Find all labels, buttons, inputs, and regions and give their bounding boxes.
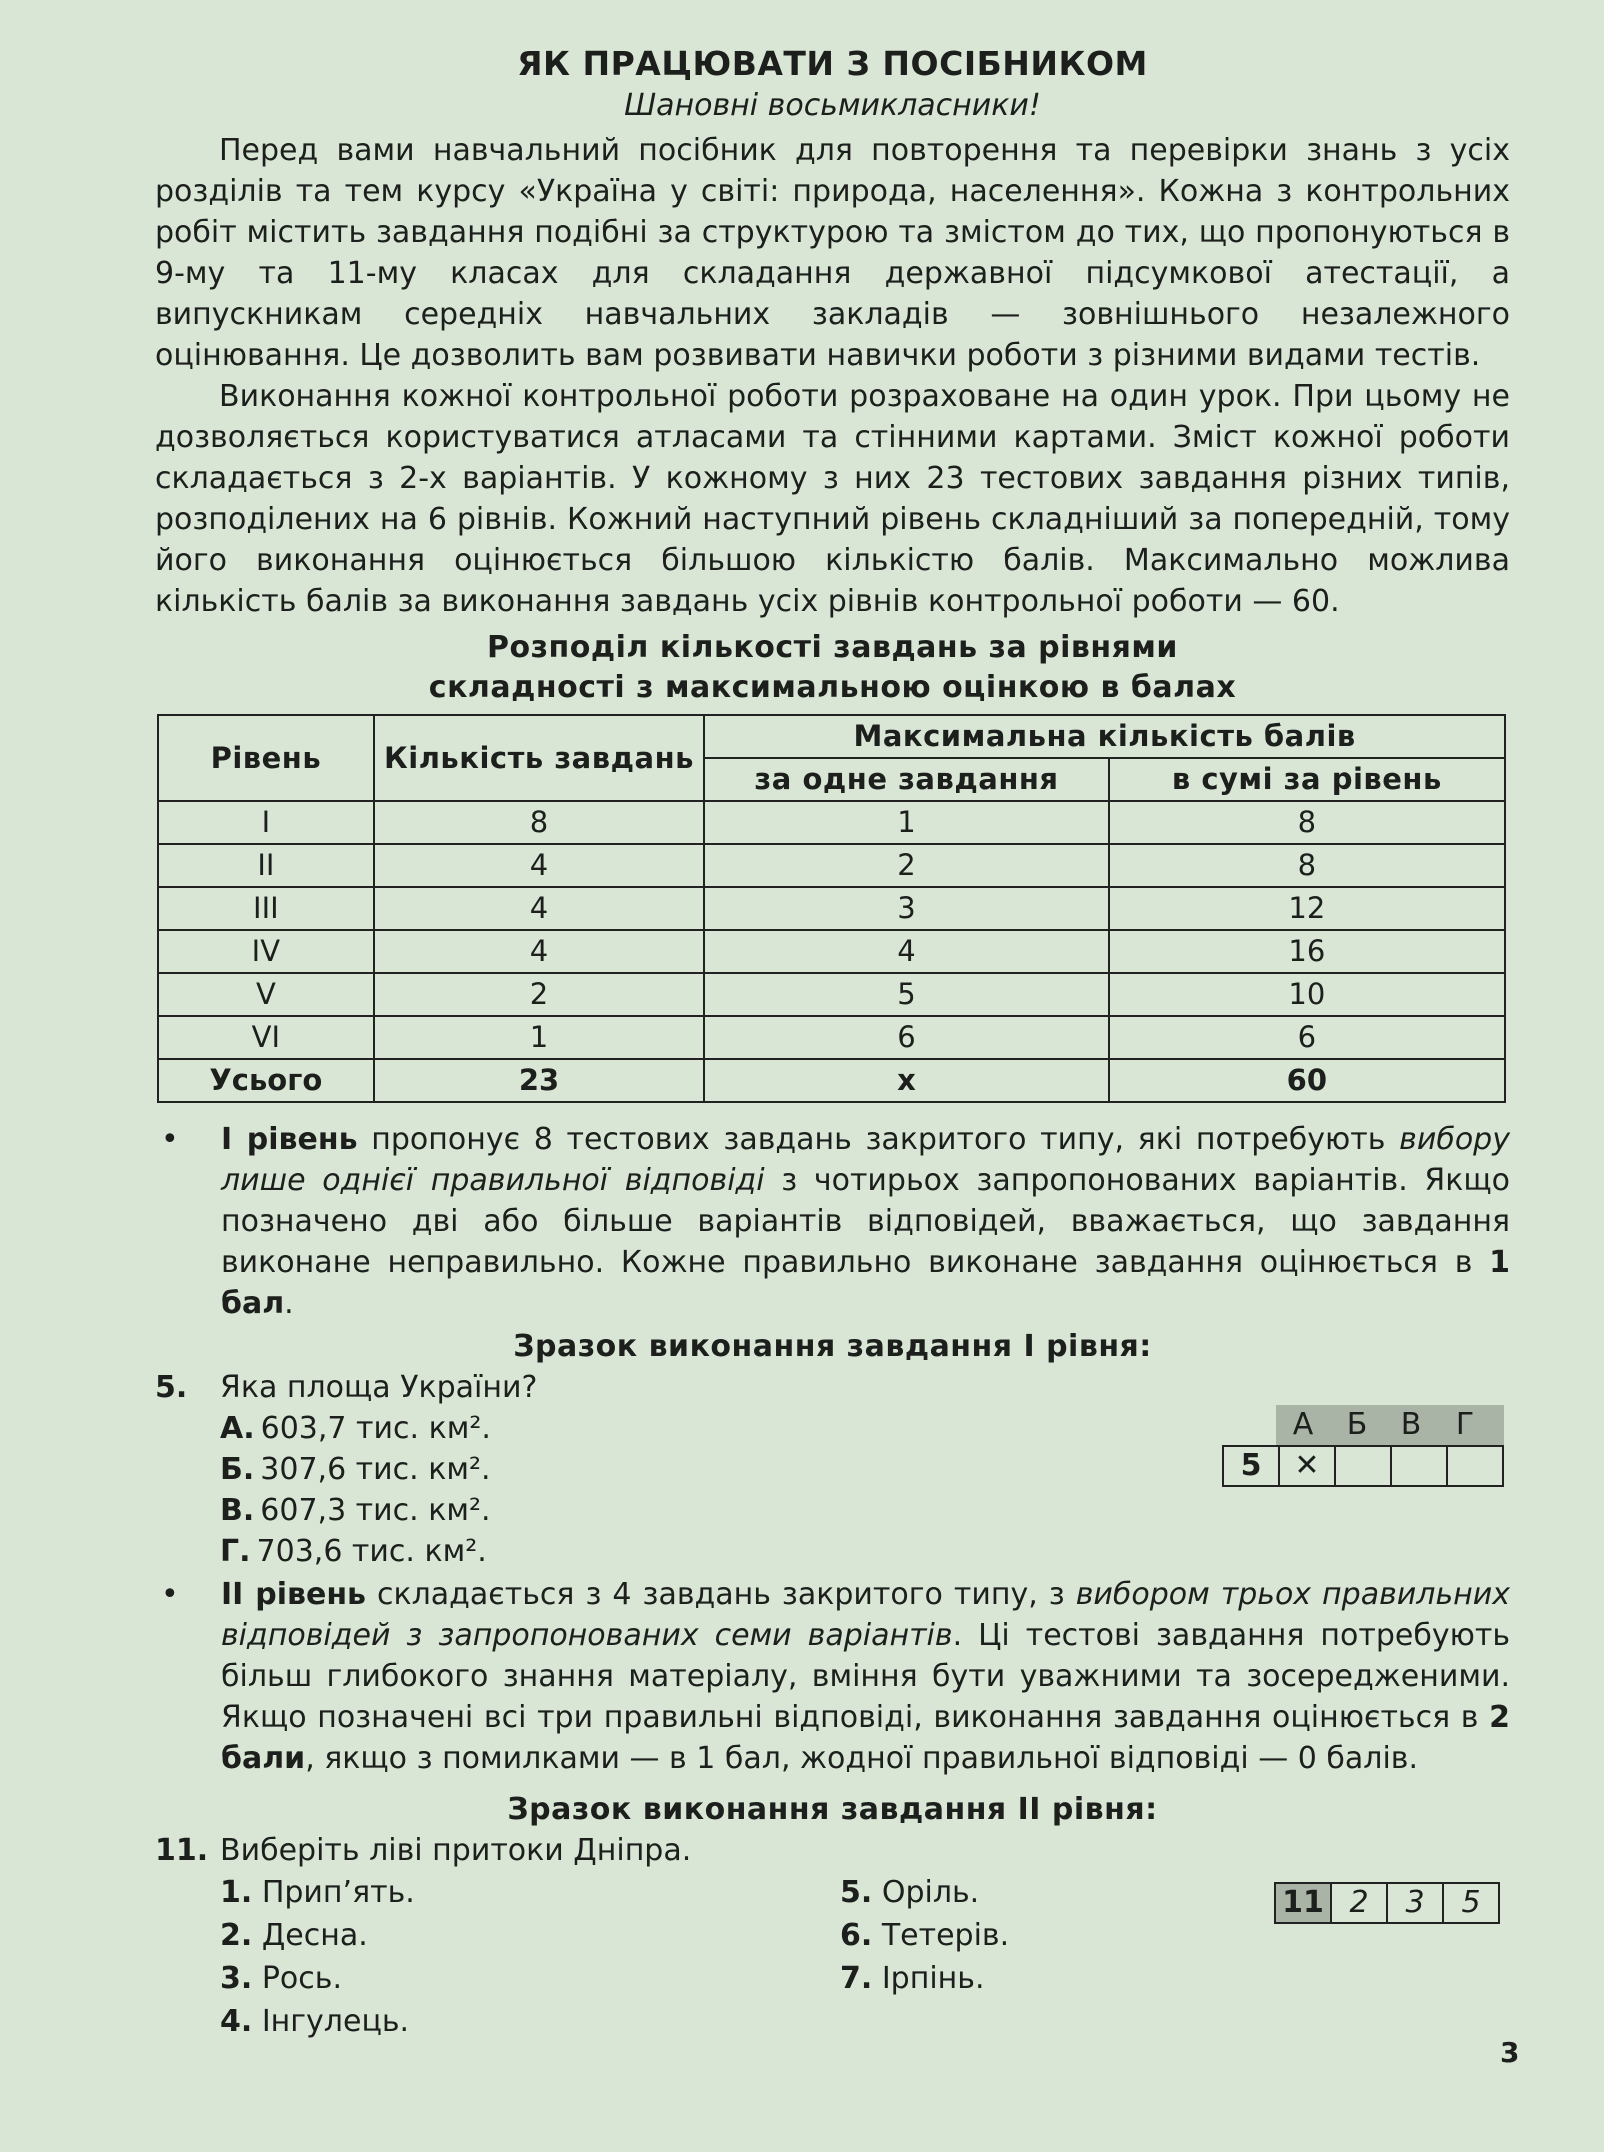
- cell-per: 6: [704, 1016, 1108, 1059]
- intro-paragraph-1: Перед вами навчальний посібник для повторення та перевірки знань з усіх розділів та тем курсу «Україна у світі: природа, населення». Кожна з контрольних робіт містить завдання подібні за структурою та змістом до тих, що пропонуються в 9-му та 11-му класах для складання державної підсумкової атестації, а випускникам середніх навчальних закладів — зовнішнього незалежного оцінювання. Це дозволить вам розвивати навички роботи з різними видами тестів.: [155, 133, 1510, 373]
- option-item: [840, 1871, 1009, 1914]
- cell-sum: 16: [1109, 930, 1505, 973]
- text-run: складається з 4 завдань закритого типу, з: [366, 1577, 1076, 1612]
- table-row: [158, 801, 1505, 844]
- cell-level: II: [158, 844, 374, 887]
- text-run: з чотирьох запропонованих варіантів. Якщо позначено дві або більше варіантів відповідей, вважається, що завдання виконане неправильно. Кожне правильно виконане завдання оцінюється в: [221, 1163, 1510, 1280]
- option-item: [840, 1914, 1009, 1957]
- table-row: [158, 973, 1505, 1016]
- option-text: 307,6 тис. км².: [260, 1452, 491, 1487]
- page-subtitle: Шановні восьмикласники!: [624, 88, 1041, 123]
- cell-per: 4: [704, 930, 1108, 973]
- answer-cell[interactable]: 3: [1386, 1884, 1442, 1922]
- grid-header-cell: Б: [1346, 1407, 1368, 1442]
- grid-task-number: 5: [1240, 1448, 1262, 1483]
- cell-count: 23: [374, 1059, 705, 1102]
- bullet-icon: •: [161, 1122, 179, 1157]
- task-number: 5.: [155, 1370, 188, 1405]
- cell-count: 4: [374, 930, 705, 973]
- option-letter: Г.: [220, 1534, 251, 1569]
- table-row: [158, 930, 1505, 973]
- option-item: [220, 2000, 840, 2043]
- option-text: 603,7 тис. км².: [260, 1411, 491, 1446]
- text-run: пропонує 8 тестових завдань закритого типу, які потребують: [357, 1122, 1400, 1157]
- emphasis-text: вибором трьох правильних відповідей з запропонованих семи варіантів: [221, 1577, 1510, 1653]
- cell-count: 8: [374, 801, 705, 844]
- cell-per: 3: [704, 887, 1108, 930]
- option-letter: А.: [220, 1411, 255, 1446]
- option-text: 607,3 тис. км².: [260, 1493, 491, 1528]
- option-number: 1.: [220, 1875, 253, 1910]
- task-number: 11.: [155, 1833, 209, 1868]
- score-label: 1 бал: [221, 1245, 1510, 1321]
- answer-grid-level-2: [1274, 1882, 1500, 1924]
- cell-per: x: [704, 1059, 1108, 1102]
- cell-level: VI: [158, 1016, 374, 1059]
- answer-cell[interactable]: [1334, 1447, 1390, 1485]
- cell-per: 1: [704, 801, 1108, 844]
- option-number: 7.: [840, 1961, 873, 1996]
- option-letter: В.: [220, 1493, 255, 1528]
- sample-title-level-2: Зразок виконання завдання II рівня:: [507, 1792, 1158, 1827]
- level-2-label: II рівень: [221, 1577, 367, 1612]
- table-title-line-2: складності з максимальною оцінкою в балах: [428, 670, 1237, 705]
- header-max: Максимальна кількість балів: [704, 715, 1505, 758]
- content: [155, 42, 1510, 2043]
- text-run: . Ці тестові завдання потребують більш глибокого знання матеріалу, вміння бути уважними та зосередженими. Якщо позначені всі три правильні відповіді, виконання завдання оцінюється в: [221, 1618, 1510, 1735]
- text-run: , якщо з помилками — в 1 бал, жодної правильної відповіді — 0 балів.: [305, 1741, 1419, 1776]
- table-row: [158, 844, 1505, 887]
- option-number: 3.: [220, 1961, 253, 1996]
- option-item: [220, 1914, 840, 1957]
- answer-grid-level-1: [1222, 1405, 1504, 1487]
- option-item: [220, 1490, 1510, 1531]
- levels-table: [157, 714, 1506, 1103]
- text-run: .: [284, 1286, 294, 1321]
- cell-level: Усього: [158, 1059, 374, 1102]
- page-title: ЯК ПРАЦЮВАТИ З ПОСІБНИКОМ: [517, 44, 1148, 83]
- cell-count: 4: [374, 887, 705, 930]
- options-right-column: [840, 1871, 1009, 2043]
- cell-sum: 8: [1109, 801, 1505, 844]
- answer-cell[interactable]: [1390, 1447, 1446, 1485]
- cell-sum: 6: [1109, 1016, 1505, 1059]
- sample-title-level-1: Зразок виконання завдання I рівня:: [513, 1329, 1152, 1364]
- cell-sum: 60: [1109, 1059, 1505, 1102]
- intro-paragraph-2: Виконання кожної контрольної роботи розраховане на один урок. При цьому не дозволяється користуватися атласами та стінними картами. Зміст кожної роботи складається з 2-х варіантів. У кожному з них 23 тестових завдання різних типів, розподілених на 6 рівнів. Кожний наступний рівень складніший за попередній, тому його виконання оцінюється більшою кількістю балів. Максимально можлива кількість балів за виконання завдань усіх рівнів контрольної роботи — 60.: [155, 379, 1510, 619]
- cell-count: 4: [374, 844, 705, 887]
- grid-header-cell: А: [1292, 1407, 1314, 1442]
- option-letter: Б.: [220, 1452, 255, 1487]
- cell-level: III: [158, 887, 374, 930]
- answer-grid-row: [1222, 1445, 1504, 1487]
- grid-task-number: 11: [1276, 1884, 1330, 1922]
- option-number: 2.: [220, 1918, 253, 1953]
- header-count: Кількість завдань: [374, 715, 705, 801]
- option-text: Рось.: [261, 1961, 342, 1996]
- level-2-description: [155, 1574, 1510, 1779]
- sample-task-level-1: [155, 1367, 1510, 1572]
- table-total-row: [158, 1059, 1505, 1102]
- option-number: 6.: [840, 1918, 873, 1953]
- answer-cell[interactable]: 5: [1442, 1884, 1498, 1922]
- emphasis-text: вибору лише однієї правильної відповіді: [221, 1122, 1510, 1198]
- cell-per: 5: [704, 973, 1108, 1016]
- cell-level: I: [158, 801, 374, 844]
- bullet-icon: •: [161, 1577, 179, 1612]
- cell-count: 1: [374, 1016, 705, 1059]
- score-label: 2 бали: [221, 1700, 1510, 1776]
- task-question: Яка площа України?: [220, 1370, 538, 1405]
- option-text: Прип’ять.: [261, 1875, 415, 1910]
- level-1-description: [155, 1119, 1510, 1324]
- header-level: Рівень: [158, 715, 374, 801]
- cell-sum: 8: [1109, 844, 1505, 887]
- option-text: Інгулець.: [261, 2004, 410, 2039]
- cell-count: 2: [374, 973, 705, 1016]
- option-item: [220, 1531, 1510, 1572]
- answer-cell[interactable]: [1446, 1447, 1502, 1485]
- option-item: [220, 1871, 840, 1914]
- option-text: 703,6 тис. км².: [256, 1534, 487, 1569]
- option-text: Тетерів.: [881, 1918, 1010, 1953]
- option-number: 4.: [220, 2004, 253, 2039]
- options-left-column: [220, 1871, 840, 2043]
- header-sum: в сумі за рівень: [1109, 758, 1505, 801]
- answer-cell[interactable]: ✕: [1278, 1447, 1334, 1485]
- option-number: 5.: [840, 1875, 873, 1910]
- cell-per: 2: [704, 844, 1108, 887]
- level-1-label: I рівень: [221, 1122, 358, 1157]
- answer-grid-header: [1276, 1405, 1504, 1445]
- grid-header-cell: В: [1400, 1407, 1422, 1442]
- option-text: Оріль.: [881, 1875, 980, 1910]
- sample-task-level-2: [155, 1830, 1510, 2043]
- option-text: Десна.: [261, 1918, 368, 1953]
- table-title-line-1: Розподіл кількості завдань за рівнями: [487, 630, 1178, 665]
- table-row: [158, 1016, 1505, 1059]
- table-row: [158, 887, 1505, 930]
- option-item: [220, 1957, 840, 2000]
- page-number: 3: [1500, 2036, 1520, 2069]
- header-per-task: за одне завдання: [704, 758, 1108, 801]
- cell-sum: 12: [1109, 887, 1505, 930]
- cell-level: IV: [158, 930, 374, 973]
- task-question: Виберіть ліві притоки Дніпра.: [220, 1833, 692, 1868]
- option-item: [840, 1957, 1009, 2000]
- cell-level: V: [158, 973, 374, 1016]
- option-text: Ірпінь.: [881, 1961, 985, 1996]
- grid-header-cell: Г: [1455, 1407, 1475, 1442]
- answer-cell[interactable]: 2: [1330, 1884, 1386, 1922]
- cell-sum: 10: [1109, 973, 1505, 1016]
